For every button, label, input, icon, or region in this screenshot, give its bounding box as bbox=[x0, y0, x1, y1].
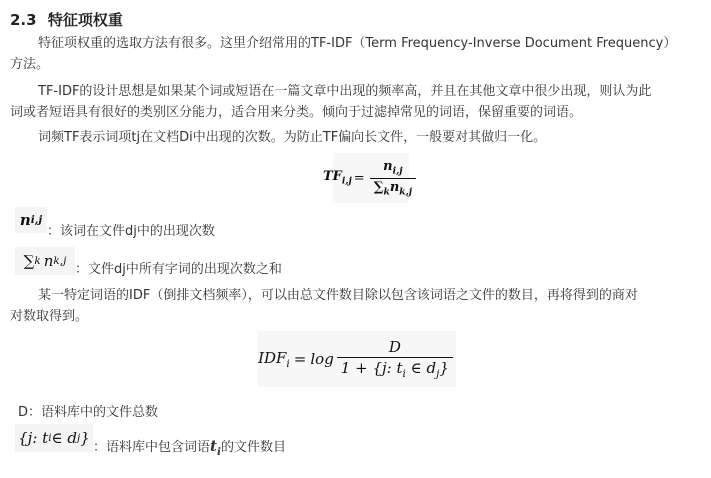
idf-log: log bbox=[310, 350, 334, 368]
tf-numerator: $n_{i,j}$ bbox=[383, 158, 403, 177]
tf-fraction bbox=[370, 159, 416, 197]
idf-fraction bbox=[337, 338, 453, 380]
sum-symbol: ∑ k n k,j bbox=[15, 247, 75, 275]
tf-formula: $TF_{i,j}$ = $\frac{n_{i,j}}{\sum_kn_{k,j}}$ bbox=[333, 153, 409, 203]
paragraph-1-line-2: 方法。 bbox=[10, 57, 50, 72]
idf-lhs: $IDF_i$ bbox=[258, 348, 290, 370]
paragraph-2-line-1: TF-IDF的设计思想是如果某个词或短语在一篇文章中出现的频率高，并且在其他文章中很少出现，则认为此 bbox=[38, 84, 652, 99]
idf-numerator: D bbox=[388, 338, 401, 356]
section-heading bbox=[10, 9, 123, 30]
paragraph-3: 词频TF表示词项tj在文档Di中出现的次数。为防止TF偏向长文件，一般要对其做归一化。 bbox=[38, 130, 547, 145]
paragraph-2-line-2: 词或者短语具有很好的类别区分能力，适合用来分类。倾向于过滤掉常见的词语，保留重要的词语。 bbox=[10, 105, 583, 120]
paragraph-4-line-2: 对数取得到。 bbox=[10, 309, 89, 324]
D-description: D：语料库中的文件总数 bbox=[18, 405, 159, 420]
idf-denominator: 1 + {j: $t_i$ ∈ $d_j$} bbox=[337, 357, 453, 380]
sum-description: ：文件dj中所有字词的出现次数之和 bbox=[75, 262, 282, 277]
tf-denominator: $\sum_kn_{k,j}$ bbox=[370, 178, 416, 198]
paragraph-1-line-1: 特征项权重的选取方法有很多。这里介绍常用的TF-IDF（Term Frequency-Inverse Document Frequency） bbox=[38, 36, 677, 51]
set-symbol: {j: t i ∈ d j } bbox=[15, 424, 93, 452]
paragraph-4-line-1: 某一特定词语的IDF（倒排文档频率），可以由总文件数目除以包含该词语之文件的数目，再将得到的商对 bbox=[38, 288, 638, 303]
nij-description: ：该词在文件dj中的出现次数 bbox=[47, 224, 215, 239]
section-title: 特征项权重 bbox=[47, 11, 123, 29]
tf-lhs: $TF_{i,j}$ bbox=[322, 169, 352, 187]
ti-symbol: $t_i$ bbox=[210, 437, 221, 458]
set-description: ：语料库中包含词语$t_i$的文件数目 bbox=[93, 437, 286, 458]
idf-formula: $IDF_i$ = log $\frac{D}{1 + \{j: t_i \in d_j\}}$ bbox=[258, 331, 456, 387]
nij-symbol: n i,j bbox=[15, 207, 47, 233]
section-number: 2.3 bbox=[10, 11, 37, 29]
